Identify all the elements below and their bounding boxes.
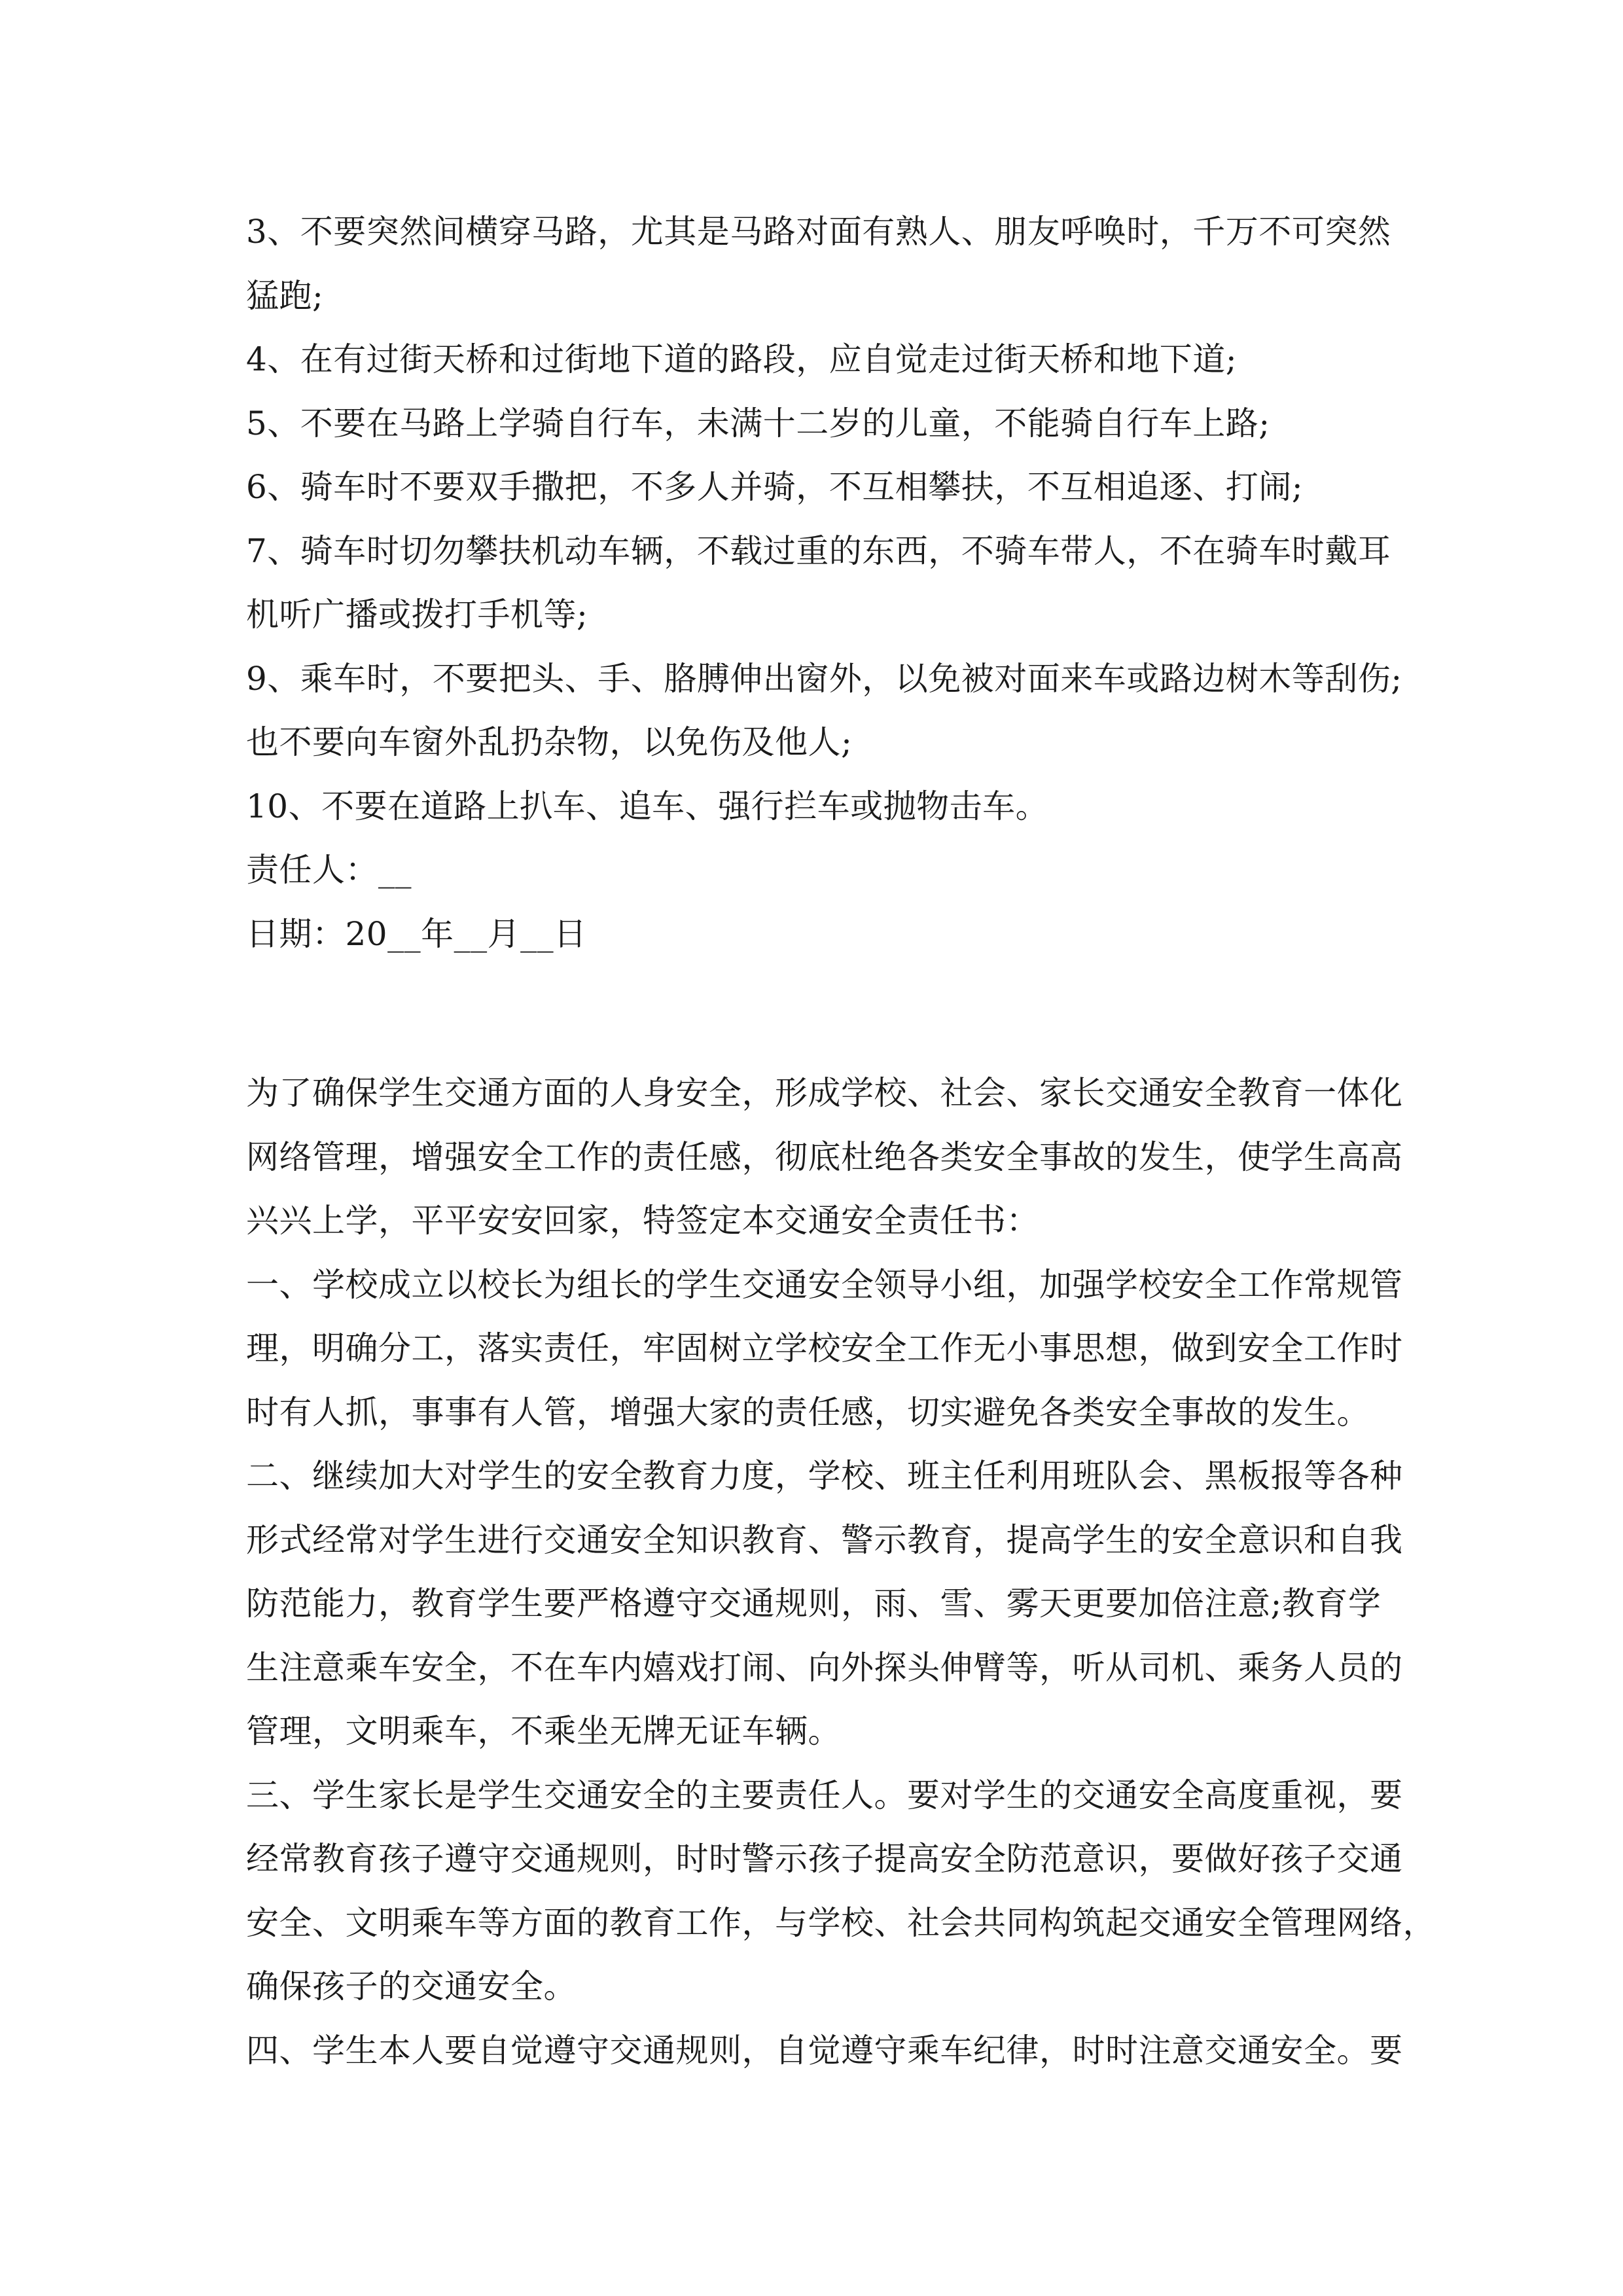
- date-line: 日期：20__年__月__日: [246, 914, 587, 953]
- text-line: 确保孩子的交通安全。: [246, 1967, 577, 2005]
- text-line: 四、学生本人要自觉遵守交通规则，自觉遵守乘车纪律，时时注意交通安全。要: [246, 2031, 1403, 2070]
- text-line: 一、学校成立以校长为组长的学生交通安全领导小组，加强学校安全工作常规管: [246, 1265, 1403, 1304]
- text-line: 7、骑车时切勿攀扶机动车辆，不载过重的东西，不骑车带人，不在骑车时戴耳: [246, 531, 1391, 570]
- text-line: 10、不要在道路上扒车、追车、强行拦车或抛物击车。: [246, 787, 1049, 825]
- text-line: 机听广播或拨打手机等;: [246, 596, 588, 634]
- text-line: 形式经常对学生进行交通安全知识教育、警示教育，提高学生的安全意识和自我: [246, 1520, 1403, 1559]
- text-line: 6、骑车时不要双手撒把，不多人并骑，不互相攀扶，不互相追逐、打闹;: [246, 468, 1304, 506]
- text-line: 时有人抓，事事有人管，增强大家的责任感，切实避免各类安全事故的发生。: [246, 1393, 1370, 1431]
- text-line: 理，明确分工，落实责任，牢固树立学校安全工作无小事思想，做到安全工作时: [246, 1329, 1403, 1367]
- text-line: 二、继续加大对学生的安全教育力度，学校、班主任利用班队会、黑板报等各种: [246, 1457, 1403, 1495]
- section-responsibility-letter: [246, 1062, 1436, 2083]
- document-body: [246, 200, 1436, 2083]
- section-spacer: [246, 966, 1398, 1062]
- text-line: 也不要向车窗外乱扔杂物，以免伤及他人;: [246, 723, 853, 761]
- text-line: 网络管理，增强安全工作的责任感，彻底杜绝各类安全事故的发生，使学生高高: [246, 1138, 1403, 1176]
- text-line: 经常教育孩子遵守交通规则，时时警示孩子提高安全防范意识，要做好孩子交通: [246, 1840, 1403, 1878]
- section-traffic-rules: [246, 200, 1402, 966]
- text-line: 防范能力，教育学生要严格遵守交通规则，雨、雪、雾天更要加倍注意;教育学: [246, 1585, 1382, 1623]
- text-line: 4、在有过街天桥和过街地下道的路段，应自觉走过街天桥和地下道;: [246, 340, 1238, 378]
- text-line: 安全、文明乘车等方面的教育工作，与学校、社会共同构筑起交通安全管理网络，: [246, 1903, 1436, 1942]
- responsible-person-line: 责任人：__: [246, 851, 412, 889]
- text-line: 生注意乘车安全，不在车内嬉戏打闹、向外探头伸臂等，听从司机、乘务人员的: [246, 1648, 1403, 1687]
- text-line: 3、不要突然间横穿马路，尤其是马路对面有熟人、朋友呼唤时，千万不可突然: [246, 213, 1391, 251]
- text-line: 猛跑;: [246, 276, 324, 315]
- text-line: 9、乘车时，不要把头、手、胳膊伸出窗外，以免被对面来车或路边树木等刮伤;: [246, 659, 1402, 698]
- text-line: 5、不要在马路上学骑自行车，未满十二岁的儿童，不能骑自行车上路;: [246, 404, 1270, 442]
- text-line: 为了确保学生交通方面的人身安全，形成学校、社会、家长交通安全教育一体化: [246, 1074, 1403, 1112]
- text-line: 三、学生家长是学生交通安全的主要责任人。要对学生的交通安全高度重视，要: [246, 1776, 1403, 1814]
- text-line: 管理，文明乘车，不乘坐无牌无证车辆。: [246, 1712, 841, 1750]
- text-line: 兴兴上学，平平安安回家，特签定本交通安全责任书：: [246, 1202, 1039, 1240]
